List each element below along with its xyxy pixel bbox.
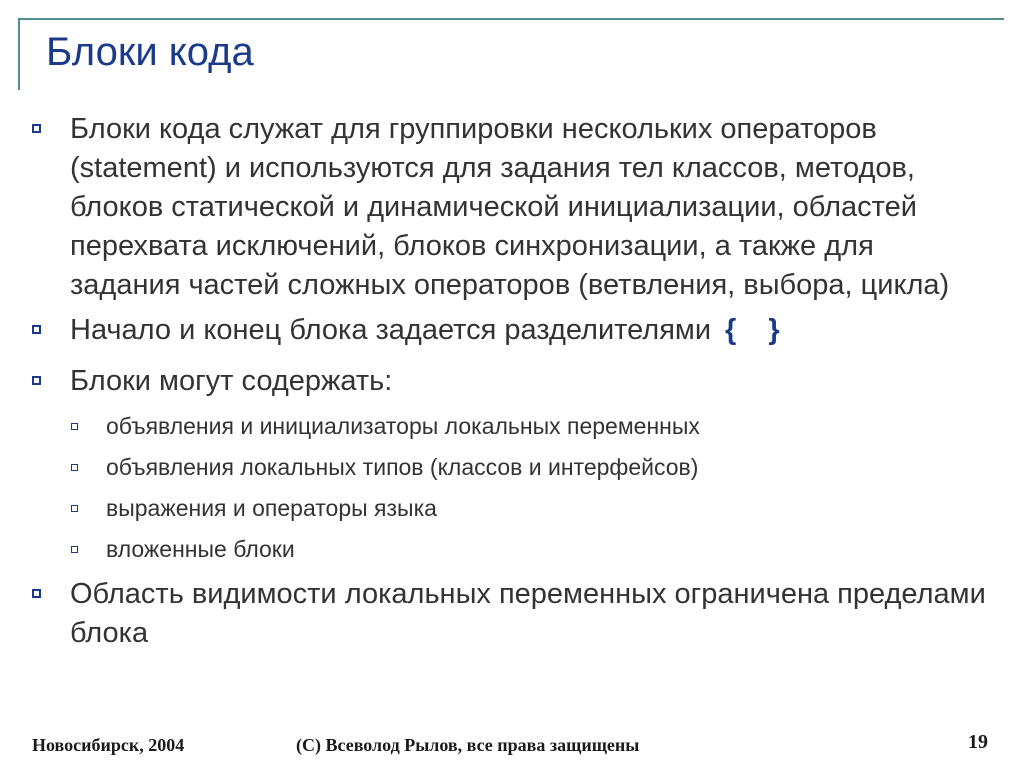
slide-title: Блоки кода [46,30,254,74]
square-bullet-icon [71,464,78,471]
bullet-item-4 [28,575,988,653]
bullet-text: Начало и конец блока задается разделителями [70,314,712,346]
brace-open: { [725,314,737,346]
square-bullet-icon [32,325,41,334]
sub-bullet-text: вложенные блоки [106,536,295,562]
bullet-text: Область видимости локальных переменных ограничена пределами блока [70,578,986,649]
square-bullet-icon [71,546,78,553]
sub-bullet-text: выражения и операторы языка [106,495,437,521]
bullet-text: Блоки кода служат для группировки нескольких операторов (statement) и используются для задания тел классов, методов, блоков статической и динамической инициализации, областей перехвата исключений, блоков синхронизации, а также для задания частей сложных операторов (ветвления, выбора, цикла) [70,113,950,301]
square-bullet-icon [32,376,41,385]
sub-bullet-item-3 [28,493,988,523]
footer-location: Новосибирск, 2004 [32,735,185,755]
sub-bullet-item-4 [28,534,988,564]
bullet-item-3 [28,362,988,401]
title-accent-line-vertical [18,18,20,90]
square-bullet-icon [32,589,41,598]
brace-close: } [768,314,780,346]
slide-content [28,110,988,659]
sub-bullet-item-2 [28,452,988,482]
sub-bullet-text: объявления локальных типов (классов и интерфейсов) [106,454,699,480]
page-number: 19 [968,731,988,753]
bullet-item-2 [28,311,988,350]
sub-bullet-item-1 [28,411,988,441]
bullet-item-1 [28,110,988,305]
title-accent-line-horizontal [18,18,1004,20]
bullet-text: Блоки могут содержать: [70,365,393,397]
square-bullet-icon [71,505,78,512]
sub-bullet-text: объявления и инициализаторы локальных переменных [106,413,700,439]
footer-copyright: (C) Всеволод Рылов, все права защищены [296,735,640,755]
square-bullet-icon [71,423,78,430]
square-bullet-icon [32,124,41,133]
